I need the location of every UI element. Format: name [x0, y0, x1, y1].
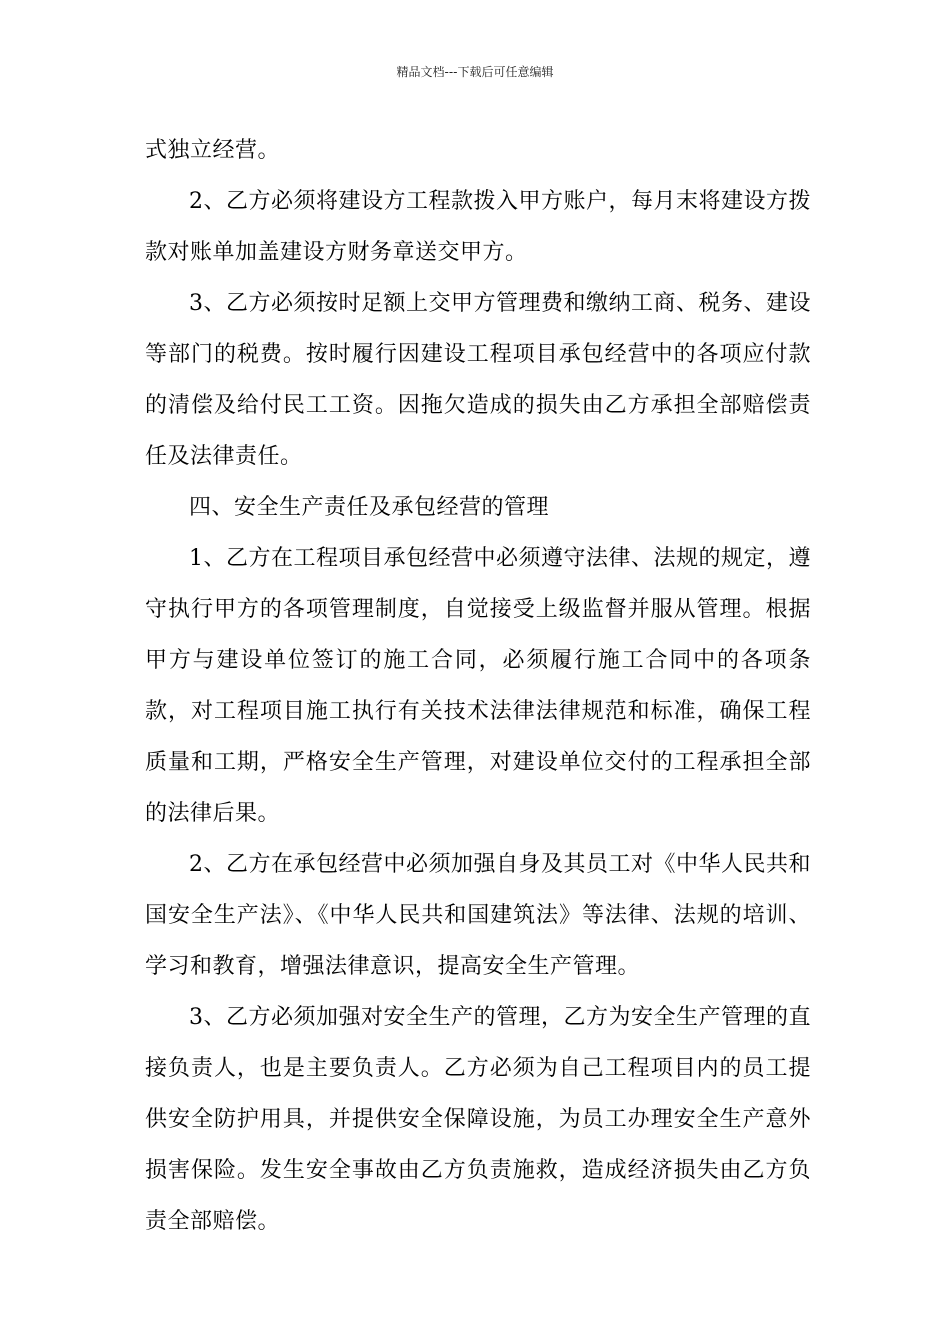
section-heading-4: 四、安全生产责任及承包经营的管理	[189, 495, 550, 520]
paragraph-clause-2: 2、乙方必须将建设方工程款拨入甲方账户，每月末将建设方拨款对账单加盖建设方财务章送交甲方。	[145, 189, 811, 265]
paragraph-section4-clause-1: 1、乙方在工程项目承包经营中必须遵守法律、法规的规定，遵守执行甲方的各项管理制度，自觉接受上级监督并服从管理。根据甲方与建设单位签订的施工合同，必须履行施工合同中的各项条款，对工程项目施工执行有关技术法律法律规范和标准，确保工程质量和工期，严格安全生产管理，对建设单位交付的工程承担全部的法律后果。	[145, 546, 811, 826]
paragraph-section4-clause-3: 3、乙方必须加强对安全生产的管理，乙方为安全生产管理的直接负责人，也是主要负责人。乙方必须为自己工程项目内的员工提供安全防护用具，并提供安全保障设施，为员工办理安全生产意外损害保险。发生安全事故由乙方负责施救，造成经济损失由乙方负责全部赔偿。	[145, 1005, 811, 1234]
paragraph-clause-3: 3、乙方必须按时足额上交甲方管理费和缴纳工商、税务、建设等部门的税费。按时履行因建设工程项目承包经营中的各项应付款的清偿及给付民工工资。因拖欠造成的损失由乙方承担全部赔偿责任及法律责任。	[145, 291, 811, 469]
document-body	[145, 125, 811, 1247]
page-header: 精品文档---下载后可任意编辑	[396, 65, 554, 79]
paragraph-continuation: 式独立经营。	[145, 138, 281, 163]
paragraph-section4-clause-2: 2、乙方在承包经营中必须加强自身及其员工对《中华人民共和国安全生产法》、《中华人民共和国建筑法》等法律、法规的培训、学习和教育，增强法律意识，提高安全生产管理。	[145, 852, 811, 979]
